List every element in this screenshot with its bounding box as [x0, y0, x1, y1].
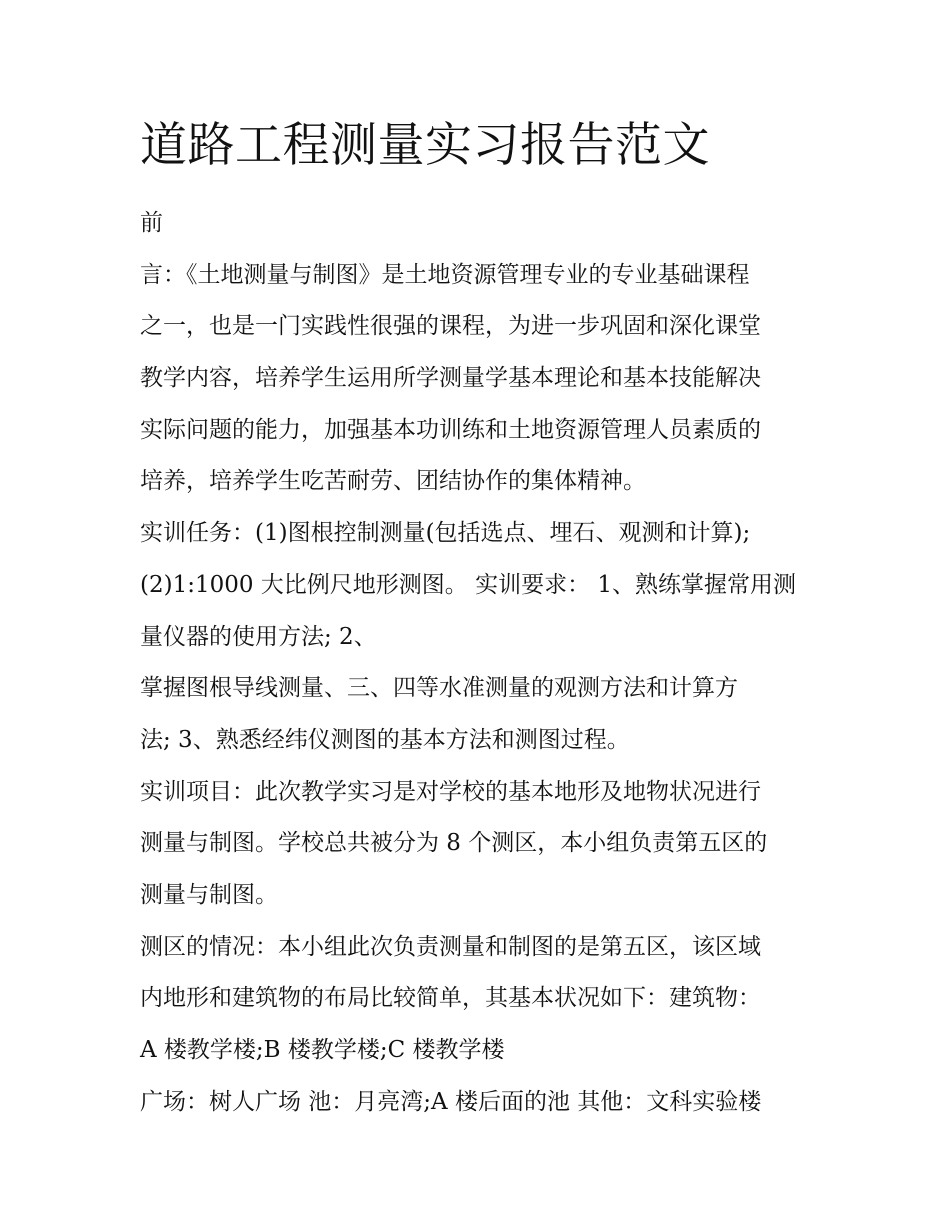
- document-title: 道路工程测量实习报告范文: [140, 118, 710, 173]
- body-line: 前: [140, 210, 163, 236]
- body-line: 测量与制图。学校总共被分为 8 个测区，本小组负责第五区的: [140, 830, 768, 857]
- document-body: [140, 198, 820, 1128]
- body-line: 实训任务：(1)图根控制测量(包括选点、埋石、观测和计算);: [140, 520, 751, 547]
- body-line: (2)1:1000 大比例尺地形测图。 实训要求： 1、熟练掌握常用测: [140, 571, 797, 598]
- body-line: 言：《土地测量与制图》是土地资源管理专业的专业基础课程: [140, 261, 750, 288]
- body-line: 教学内容，培养学生运用所学测量学基本理论和基本技能解决: [140, 365, 761, 392]
- body-line: 广场：树人广场 池：月亮湾;A 楼后面的池 其他：文科实验楼: [140, 1088, 762, 1115]
- body-line: 之一，也是一门实践性很强的课程，为进一步巩固和深化课堂: [140, 313, 761, 340]
- body-line: 测区的情况：本小组此次负责测量和制图的是第五区，该区域: [140, 933, 761, 960]
- body-line: 测量与制图。: [140, 881, 278, 908]
- body-line: A 楼教学楼;B 楼教学楼;C 楼教学楼: [140, 1037, 505, 1063]
- body-line: 实际问题的能力，加强基本功训练和土地资源管理人员素质的: [140, 416, 761, 443]
- body-line: 内地形和建筑物的布局比较简单，其基本状况如下：建筑物：: [140, 985, 761, 1012]
- body-line: 法; 3、熟悉经纬仪测图的基本方法和测图过程。: [140, 726, 630, 753]
- body-line: 培养，培养学生吃苦耐劳、团结协作的集体精神。: [140, 468, 646, 495]
- body-line: 量仪器的使用方法; 2、: [140, 623, 377, 650]
- body-line: 掌握图根导线测量、三、四等水准测量的观测方法和计算方: [140, 675, 738, 702]
- body-line: 实训项目：此次教学实习是对学校的基本地形及地物状况进行: [140, 778, 761, 805]
